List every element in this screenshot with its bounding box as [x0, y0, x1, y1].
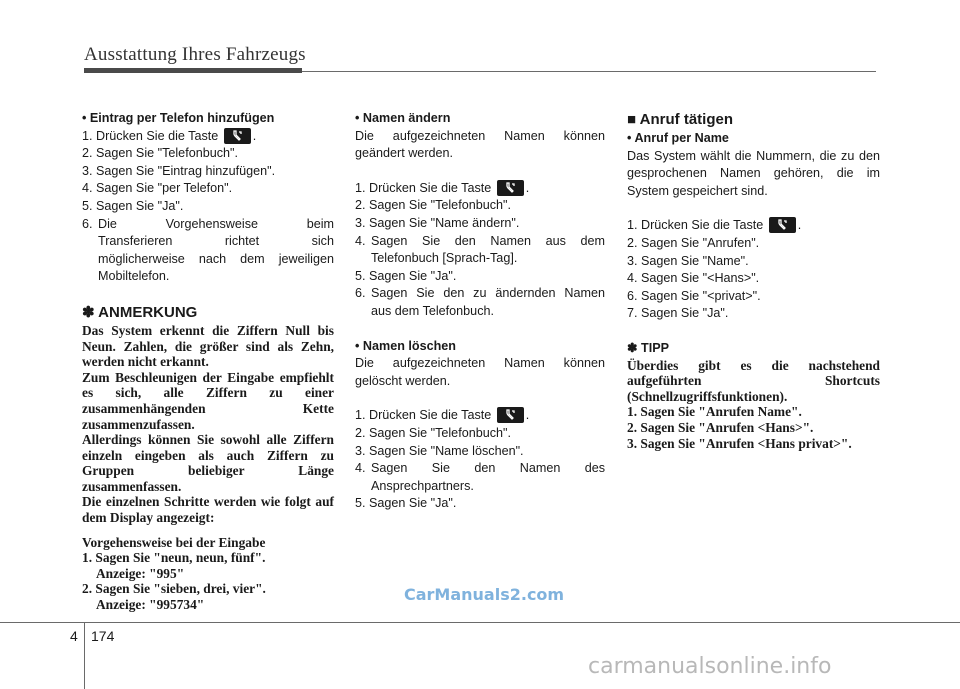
step: 5. Sagen Sie "Ja".	[82, 198, 184, 213]
section-intro: Die aufgezeichneten Namen können gelöscht werden.	[355, 356, 605, 388]
note-paragraph: Die einzelnen Schritte werden wie folgt auf dem Display angezeigt:	[82, 494, 334, 526]
step: 2. Sagen Sie "Telefonbuch".	[355, 198, 511, 213]
talk-button-icon	[769, 217, 796, 233]
step-number: 6.	[82, 216, 93, 231]
column-middle	[355, 110, 605, 513]
step-line: Mobiltelefon.	[98, 269, 170, 284]
step-line: möglicherweise nach dem jeweiligen	[98, 251, 334, 266]
page-number: 174	[91, 628, 115, 644]
tip-paragraph: Überdies gibt es die nachstehend aufgeführten Shortcuts (Schnellzugriffsfunktionen).	[627, 357, 880, 404]
step-number: 4.	[355, 461, 366, 476]
step: 6. Sagen Sie "<privat>".	[627, 288, 761, 303]
step: 2. Sagen Sie "Anrufen".	[627, 235, 760, 250]
step: 2. Sagen Sie "Telefonbuch".	[355, 425, 511, 440]
bottom-watermark-link[interactable]: carmanualsonline.info	[588, 654, 832, 679]
step-line: Transferieren richtet sich	[98, 234, 334, 249]
step: 7. Sagen Sie "Ja".	[627, 306, 729, 321]
note-paragraph: Zum Beschleunigen der Eingabe empfiehlt es sich, alle Ziffern zu einer zusammenhängenden Kette zusammenzufassen.	[82, 369, 334, 432]
step-4	[355, 233, 605, 268]
tip-title: ✽ TIPP	[627, 340, 670, 355]
step	[82, 128, 334, 146]
step-line: aus dem Telefonbuch.	[371, 303, 494, 318]
procedure-step: 1. Sagen Sie "neun, neun, fünf".	[82, 550, 266, 566]
note-paragraph: Das System erkennt die Ziffern Null bis Neun. Zahlen, die größer sind als Zehn, werden nicht erkannt.	[82, 322, 334, 370]
header-rule-thick	[84, 68, 302, 73]
talk-button-icon	[497, 407, 524, 423]
step-4	[355, 460, 605, 495]
step-text: 1. Drücken Sie die Taste	[82, 128, 219, 143]
note-title: ✽ ANMERKUNG	[82, 303, 198, 321]
section-intro: Die aufgezeichneten Namen können geändert werden.	[355, 128, 605, 161]
procedure-display: Anzeige: "995"	[96, 565, 185, 581]
header-rule-thin	[302, 71, 876, 72]
step: 3. Sagen Sie "Name".	[627, 253, 749, 268]
chapter-number: 4	[70, 628, 78, 644]
subsection-call-by-name-title: • Anruf per Name	[627, 131, 729, 145]
step: 3. Sagen Sie "Name löschen".	[355, 443, 524, 458]
footer-rule	[0, 622, 960, 623]
tip-step: 2. Sagen Sie "Anrufen <Hans>".	[627, 419, 814, 435]
step: 4. Sagen Sie "<Hans>".	[627, 271, 760, 286]
step-text: 1. Drücken Sie die Taste	[355, 408, 492, 423]
section-delete-name-title: • Namen löschen	[355, 338, 456, 353]
note-paragraph: Allerdings können Sie sowohl alle Ziffern einzeln eingeben als auch Ziffern zu Gruppen beliebiger Länge zusammenfassen.	[82, 432, 334, 494]
talk-button-icon	[497, 180, 524, 196]
step-text: 1. Drücken Sie die Taste	[627, 218, 764, 233]
step-number: 4.	[355, 233, 366, 248]
step	[355, 180, 605, 198]
step-line: Sagen Sie den Namen des	[371, 461, 605, 476]
step-line: Sagen Sie den Namen aus dem	[371, 233, 605, 248]
step	[355, 407, 605, 425]
step: 3. Sagen Sie "Name ändern".	[355, 215, 520, 230]
step: 5. Sagen Sie "Ja".	[355, 268, 457, 283]
step-text: 1. Drücken Sie die Taste	[355, 180, 492, 195]
step-line: Ansprechpartners.	[371, 478, 474, 493]
procedure-display: Anzeige: "995734"	[96, 597, 205, 613]
column-left	[82, 110, 334, 613]
procedure-title: Vorgehensweise bei der Eingabe	[82, 534, 266, 550]
step-line: Telefonbuch [Sprach-Tag].	[371, 251, 518, 266]
step: 2. Sagen Sie "Telefonbuch".	[82, 146, 238, 161]
page-header-title: Ausstattung Ihres Fahrzeugs	[84, 44, 306, 65]
step-line: Die Vorgehensweise beim	[98, 216, 334, 231]
step-6	[355, 285, 605, 320]
footer-vertical-rule	[84, 622, 85, 689]
step	[627, 217, 880, 235]
section-intro: Das System wählt die Nummern, die zu den gesprochenen Namen gehören, die im System gespeichert sind.	[627, 148, 880, 198]
step-line: Sagen Sie den zu ändernden Namen	[371, 286, 605, 301]
step: 3. Sagen Sie "Eintrag hinzufügen".	[82, 163, 276, 178]
step-text-end: .	[797, 218, 802, 233]
step-number: 6.	[355, 286, 366, 301]
talk-button-icon	[224, 128, 251, 144]
step-text-end: .	[525, 408, 530, 423]
section-change-name-title: • Namen ändern	[355, 111, 451, 125]
watermark-link[interactable]: CarManuals2.com	[404, 585, 565, 604]
step-text-end: .	[252, 128, 257, 143]
procedure-step: 2. Sagen Sie "sieben, drei, vier".	[82, 581, 266, 597]
step: 5. Sagen Sie "Ja".	[355, 496, 457, 511]
section-add-entry-title: • Eintrag per Telefon hinzufügen	[82, 111, 275, 125]
tip-step: 1. Sagen Sie "Anrufen Name".	[627, 404, 802, 420]
tip-step: 3. Sagen Sie "Anrufen <Hans privat>".	[627, 435, 852, 451]
step-text-end: .	[525, 180, 530, 195]
step-6	[82, 216, 334, 286]
step: 4. Sagen Sie "per Telefon".	[82, 181, 233, 196]
section-make-call-title: ■ Anruf tätigen	[627, 111, 733, 128]
column-right	[627, 110, 880, 451]
